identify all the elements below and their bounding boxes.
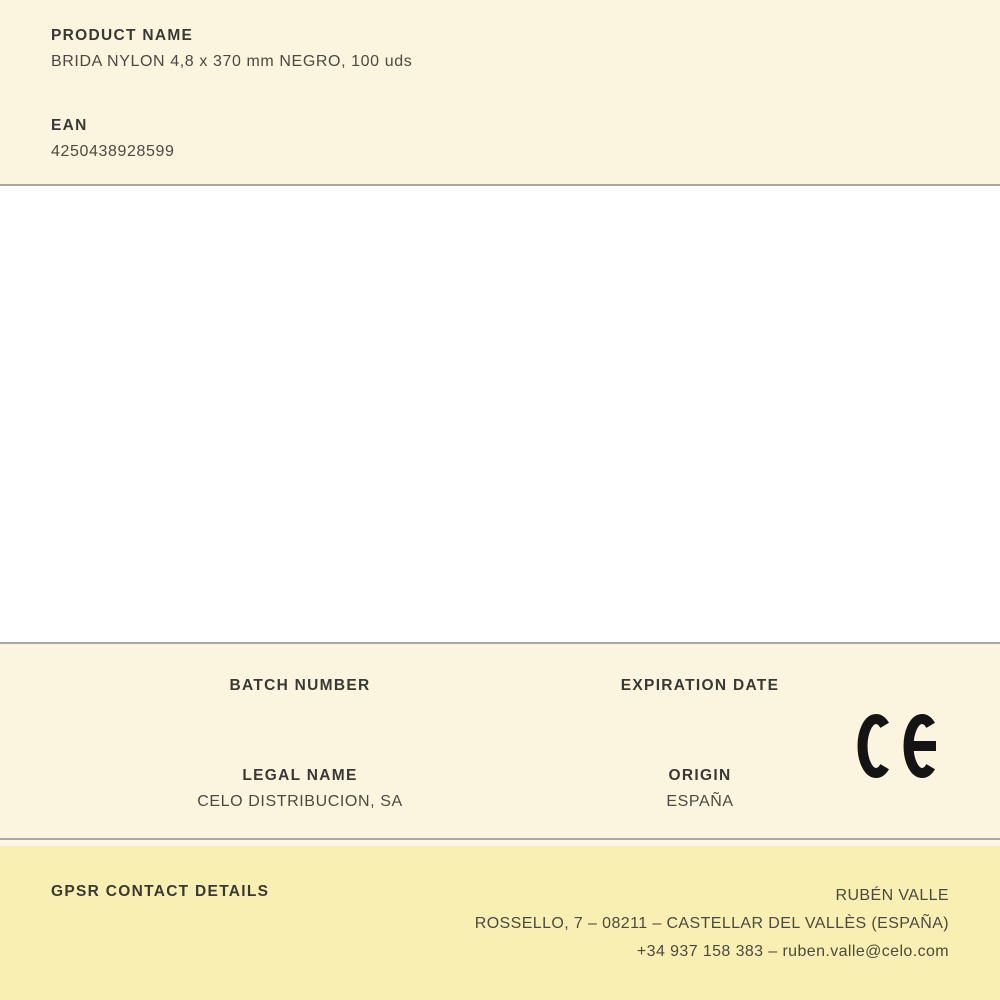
contact-person-name: RUBÉN VALLE [835,887,949,904]
product-name-label: PRODUCT NAME [51,27,194,44]
ce-mark-icon [857,713,941,779]
details-section [0,644,1000,838]
legal-name-label: LEGAL NAME [242,767,358,784]
origin-value: ESPAÑA [666,793,734,810]
contact-address: ROSSELLO, 7 – 08211 – CASTELLAR DEL VALLÈS (ESPAÑA) [474,915,949,932]
ean-value: 4250438928599 [51,143,175,160]
contact-phone-email: +34 937 158 383 – ruben.valle@celo.com [636,943,949,960]
gpsr-contact-label: GPSR CONTACT DETAILS [51,883,270,900]
product-section [0,0,1000,184]
product-name-value: BRIDA NYLON 4,8 x 370 mm NEGRO, 100 uds [51,53,413,70]
expiration-date-value [500,702,900,722]
empty-body-section [0,186,1000,642]
batch-number-value [100,702,500,722]
gpsr-contact-details [475,882,949,966]
legal-name-value: CELO DISTRIBUCION, SA [197,793,403,810]
expiration-date-label: EXPIRATION DATE [620,677,780,694]
origin-label: ORIGIN [668,767,732,784]
gpsr-contact-section [0,846,1000,1000]
details-left-column [100,676,500,812]
details-right-column [500,676,900,812]
ean-label: EAN [51,117,88,134]
details-columns [100,676,900,812]
batch-number-label: BATCH NUMBER [229,677,371,694]
